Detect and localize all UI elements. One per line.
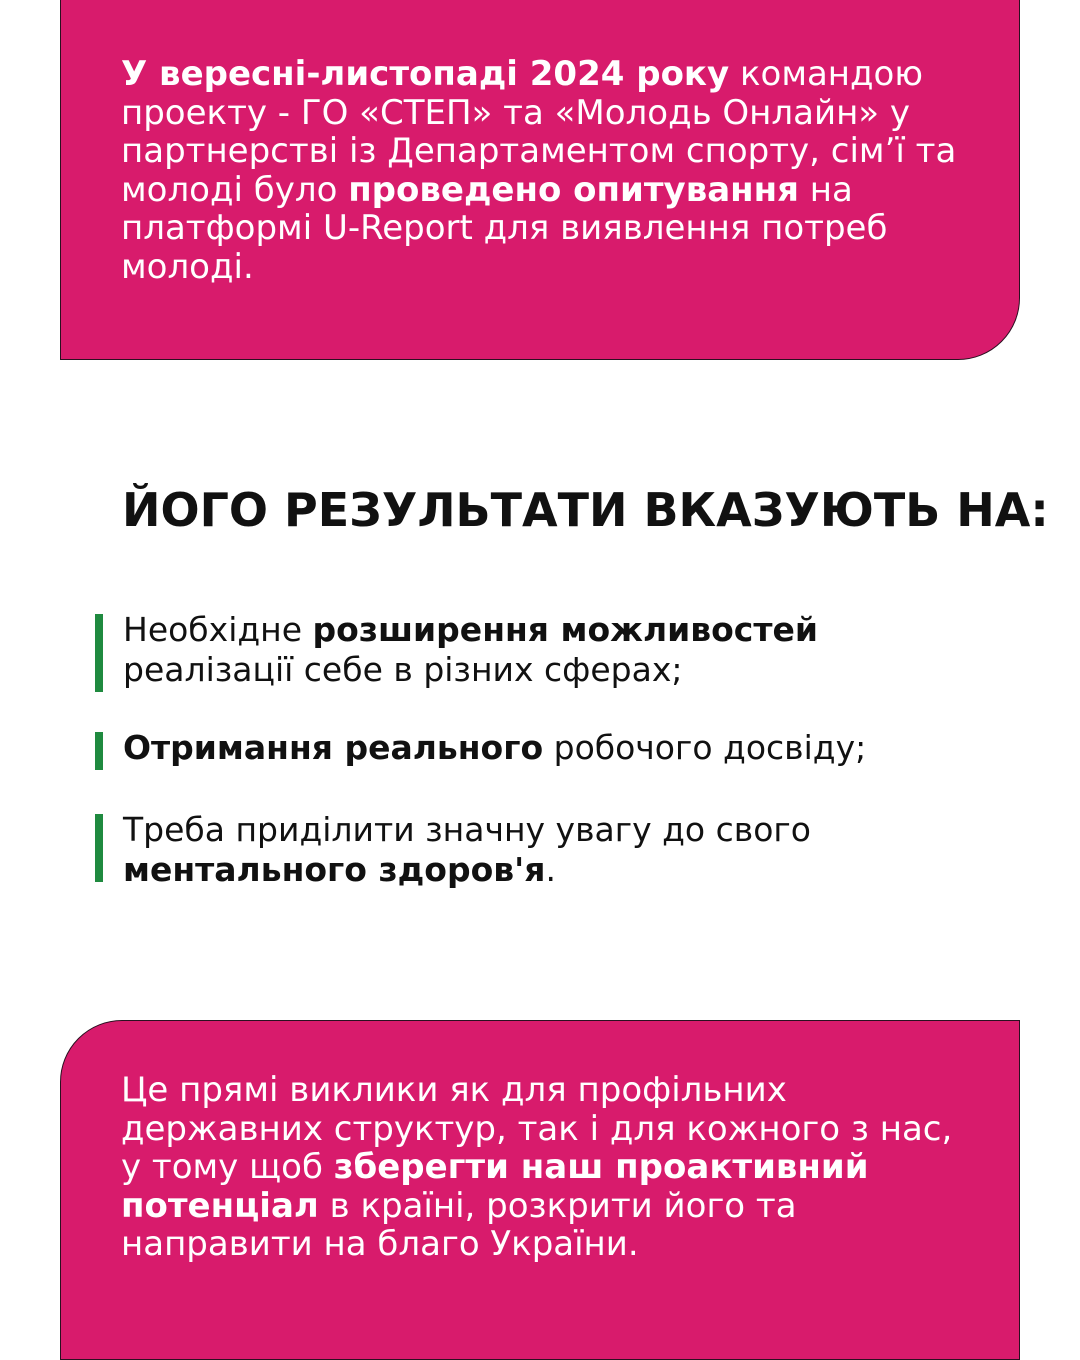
result-text-before: Треба приділити значну увагу до свого [123, 810, 811, 849]
conclusion-text-part-1: Це прямі виклики як для профільних державних структур, так і для кожного з нас, у тому щоб [121, 1070, 953, 1187]
result-text [123, 810, 983, 890]
conclusion-card [60, 1020, 1020, 1360]
intro-bold-dates: У вересні-листопаді 2024 року [121, 54, 730, 94]
results-heading: ЙОГО РЕЗУЛЬТАТИ ВКАЗУЮТЬ НА: [122, 483, 1049, 537]
intro-text-part-2: на платформі U-Report для виявлення потреб молоді. [121, 169, 888, 287]
conclusion-text [121, 1071, 981, 1264]
conclusion-bold: зберегти наш проактивний потенціал [121, 1147, 869, 1226]
result-text-bold: Отримання реального [123, 728, 544, 767]
accent-bar [95, 814, 103, 882]
result-text-after: . [545, 850, 556, 889]
accent-bar [95, 614, 103, 692]
result-text-bold: розширення можливостей [312, 610, 818, 649]
result-text-before: Необхідне [123, 610, 313, 649]
result-text-after: реалізації себе в різних сферах; [123, 650, 683, 689]
intro-bold-survey: проведено опитування [348, 169, 799, 210]
result-text-after: робочого досвіду; [543, 728, 867, 767]
intro-text-part-1: командою проекту - ГО «СТЕП» та «Молодь Онлайн» у партнерстві із Департаментом спорту, сім’ї та молоді було [121, 54, 957, 210]
intro-text [121, 55, 981, 286]
result-text-bold: ментального здоров'я [123, 850, 546, 889]
result-text [123, 610, 983, 690]
result-text [123, 728, 983, 768]
intro-card [60, 0, 1020, 360]
conclusion-text-part-2: в країні, розкрити його та направити на благо України. [121, 1185, 797, 1264]
accent-bar [95, 732, 103, 770]
